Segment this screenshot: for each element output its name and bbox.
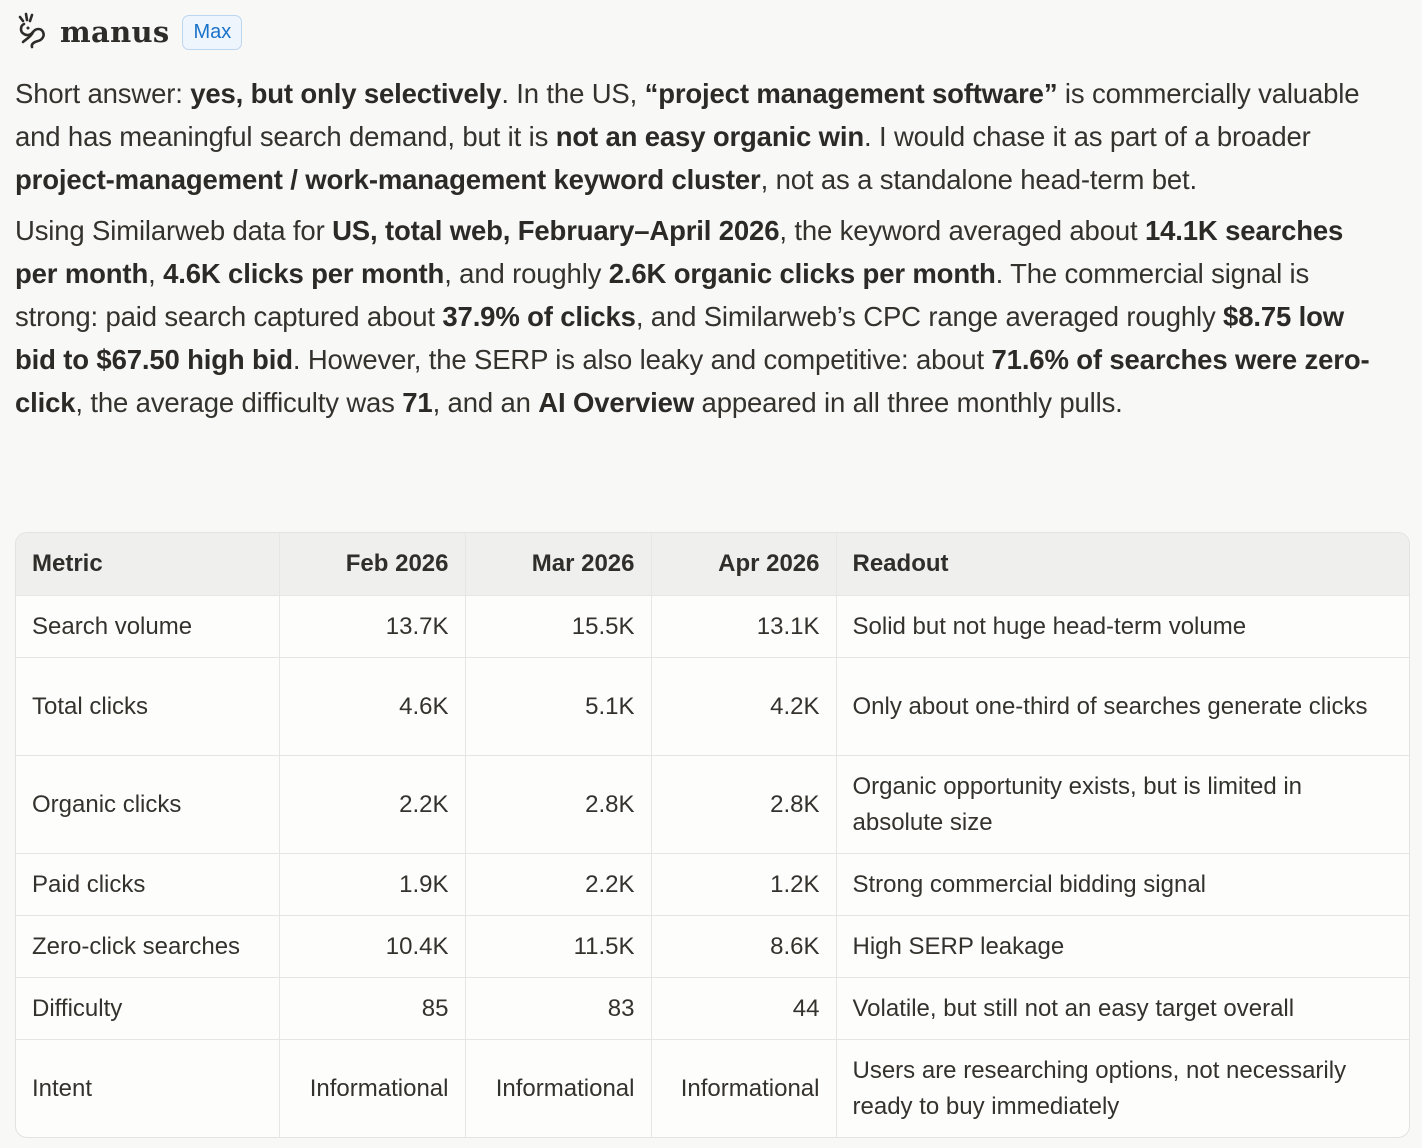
table-cell: 4.6K: [279, 658, 465, 756]
table-cell: 2.2K: [465, 854, 651, 916]
table-cell: Informational: [465, 1040, 651, 1138]
table-cell: Zero-click searches: [16, 916, 279, 978]
table-cell: 85: [279, 978, 465, 1040]
table-cell: Difficulty: [16, 978, 279, 1040]
table-cell: 2.8K: [465, 756, 651, 854]
answer-body: [15, 72, 1375, 424]
table-cell: 8.6K: [651, 916, 836, 978]
table-cell: 11.5K: [465, 916, 651, 978]
table-cell: Organic clicks: [16, 756, 279, 854]
table-cell: High SERP leakage: [836, 916, 1409, 978]
table-cell: Users are researching options, not necessarily ready to buy immediately: [852, 1056, 1347, 1120]
column-header: Readout: [836, 533, 1409, 596]
table-row: [16, 658, 1409, 756]
table-cell: Strong commercial bidding signal: [836, 854, 1409, 916]
table-cell: Organic opportunity exists, but is limited in absolute size: [836, 756, 1409, 854]
table-cell: Informational: [651, 1040, 836, 1138]
table-cell: Intent: [16, 1040, 279, 1138]
table-row: [16, 756, 1409, 854]
table-row: [16, 916, 1409, 978]
table-cell: 2.2K: [279, 756, 465, 854]
table-header-row: [16, 533, 1409, 596]
table-cell: Total clicks: [16, 658, 279, 756]
table-cell: Informational: [279, 1040, 465, 1138]
column-header: Apr 2026: [651, 533, 836, 596]
plan-badge: Max: [182, 15, 242, 50]
table-cell: Search volume: [16, 596, 279, 658]
table-cell: 5.1K: [465, 658, 651, 756]
app-header: [16, 12, 242, 52]
table-cell: Only about one-third of searches generate clicks: [836, 658, 1409, 756]
column-header: Feb 2026: [279, 533, 465, 596]
table-cell: 13.1K: [651, 596, 836, 658]
table-cell: 1.9K: [279, 854, 465, 916]
table-cell: 15.5K: [465, 596, 651, 658]
table-cell: 83: [465, 978, 651, 1040]
brand-name: manus: [60, 15, 170, 49]
column-header: Metric: [16, 533, 279, 596]
table-cell: Solid but not huge head-term volume: [836, 596, 1409, 658]
summary-paragraph: Short answer: yes, but only selectively. In the US, “project management software” is commercially valuable and has meaningful search demand, but it is not an easy organic win. I would chase it as part of a broader project-management / work-management keyword cluster, not as a standalone head-term bet.: [15, 78, 1360, 195]
table-cell: Volatile, but still not an easy target overall: [836, 978, 1409, 1040]
manus-logo-icon: [16, 11, 60, 54]
table-row: [16, 1040, 1409, 1138]
table-cell: 44: [651, 978, 836, 1040]
table-row: [16, 978, 1409, 1040]
metrics-table: [15, 532, 1410, 1138]
data-paragraph: Using Similarweb data for US, total web, February–April 2026, the keyword averaged about 14.1K searches per month, 4.6K clicks per month, and roughly 2.6K organic clicks per month. The commercial signal is strong: paid search captured about 37.9% of clicks, and Similarweb’s CPC range averaged roughly $8.75 low bid to $67.50 high bid. However, the SERP is also leaky and competitive: about 71.6% of searches were zero-click, the average difficulty was 71, and an AI Overview appeared in all three monthly pulls.: [15, 215, 1370, 418]
table-cell: 2.8K: [651, 756, 836, 854]
column-header: Mar 2026: [465, 533, 651, 596]
table-row: [16, 854, 1409, 916]
table-cell: 4.2K: [651, 658, 836, 756]
table-cell: 1.2K: [651, 854, 836, 916]
table-row: [16, 596, 1409, 658]
table-cell: 13.7K: [279, 596, 465, 658]
table-cell: 10.4K: [279, 916, 465, 978]
table-cell: Paid clicks: [16, 854, 279, 916]
